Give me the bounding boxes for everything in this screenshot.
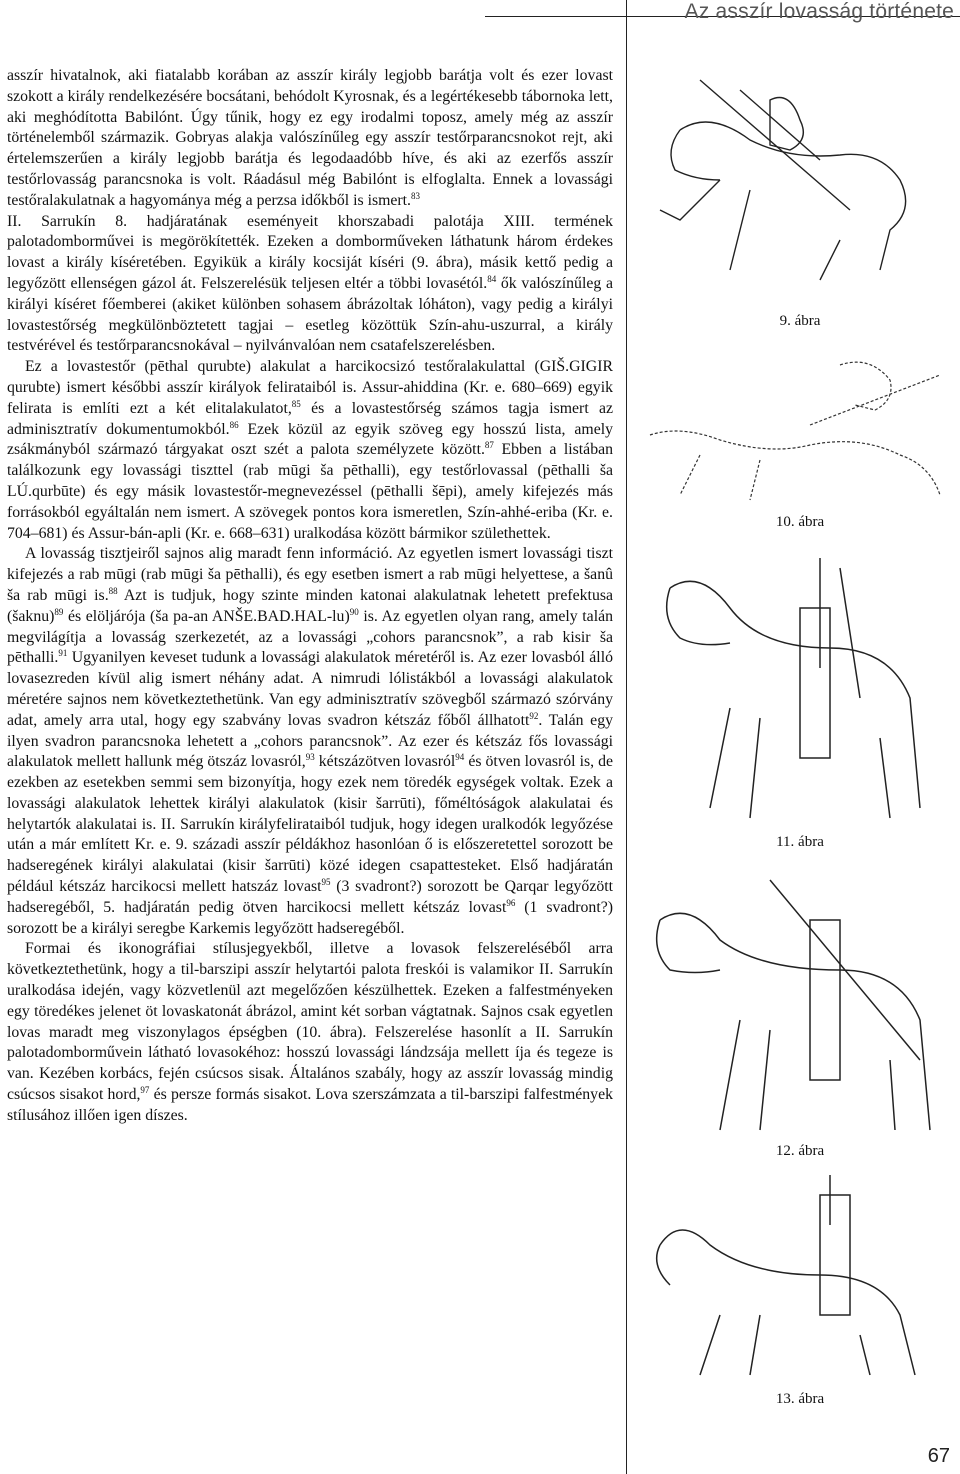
figure-13-caption: 13. ábra	[775, 1391, 825, 1407]
figure-11-caption: 11. ábra	[776, 834, 824, 850]
paragraph: asszír hivatalnok, aki fiatalabb korában az asszír király legjobb barátja volt és ezer lovast szokott a király rendelkezésére bocsátani, behódolt Kyrosnak, és a legértékesebb tábornoka lett, aki meghódította Babilónt. Úgy tűnik, hogy ez egy irodalmi toposz, amely még az asszír történelemből származik. Gobryas alakja valószínűleg egy asszír testőrparancsnokot rejt, aki értelemszerűen a király legjobb barátja és legodaadóbb híve, és aki az ezerfős asszír testőrlovasság parancsnoka is volt. Ráadásul még Babilónt is elfoglalta. Ennek a lovassági testőralakulatnak a hagyománya még a perzsa időkből is ismert.$^{83}$	[7, 67, 613, 209]
figure-12-caption: 12. ábra	[775, 1143, 825, 1159]
running-title: Az asszír lovasság története	[684, 0, 954, 23]
paragraph: Ez a lovastestőr (pēthal qurubte) alakulat a harcikocsizó testőralakulattal (GIŠ.GIGIR qurubte) ismert későbbi asszír királyok felirataiból is. Assur-ahiddina (Kr. e. 680–669) egyik felirata is említi ezt a két elitalakulatot,$^{85}$ és a lovastestőrség számos tagja ismert az adminisztratív dokumentumokból.$^{86}$ Ezek közül az egyik szöveg egy hosszú lista, amely zsákmányból származó tárgyakat oszt szét a palota személyzete között.$^{87}$ Ebben a listában találkozunk egy lovassági tiszttel (rab mūgi ša pēthalli), egy testőrlovassal (pēthalli ša LÚ.qurbūte) és egy másik lovastestőr-megnevezéssel (pēthalli šēpi), amely kifejezés más forrásokból egyáltalán nem ismert. A szövegek pontos kora ismeretlen, Szín-ahhé-eriba (Kr. e. 704–681) és Assur-bán-apli (Kr. e. 668–631) uralkodása között bármikor születhettek.	[7, 358, 614, 542]
figure-11-image	[640, 548, 950, 828]
figure-10-caption: 10. ábra	[775, 514, 825, 530]
figure-12-image	[640, 860, 950, 1140]
paragraph: II. Sarrukín 8. hadjáratának eseményeit khorszabadi palotája XIII. termének palotadomborművei is megörökítették. Ezeken a domborműveken láthatunk három érdekes lovast a király kíséretében. Egyikük a király kocsiját kíséri (9. ábra), másik kettő pedig a legyőzött ellenségen gázol át. Felszerelésük teljesen eltér a többi lovasétól.$^{84}$ ők valószínűleg a királyi kíséret főemberei (akiket különben sohasem ábrázoltak lóháton), vagy pedig a királyi lovastestőrség megkülönböztetett tagjai – esetleg közöttük Szín-ahu-uszurral, a király testvérével és testőrparancsnokával – nyilvánvalóan nem csatafelszerelésben.	[7, 212, 613, 355]
figure-10-image	[640, 345, 950, 510]
paragraph: A lovasság tisztjeiről sajnos alig maradt fenn információ. Az egyetlen ismert lovassági tiszt kifejezés a rab mūgi (rab mūgi ša pēthalli), és egy esetben ismert a rab mūgi helyettese, a šanû ša rab mūgi is.$^{88}$ Azt is tudjuk, hogy szinte minden katonai alakulatnak lehetett prefektusa (šaknu)$^{89}$ és elöljárója (ša pa-an ANŠE.BAD.HAL-lu)$^{90}$ is. Az egyetlen olyan rang, amely talán megvilágítja a lovasság szerkezetét, az a lovassági „cohors parancsnok”, a rab kisir ša pēthalli.$^{91}$ Ugyanilyen keveset tudunk a lovassági alakulatok méretéről is. Az ezer lovasból álló lovasezreden kívül alig ismert néhány adat. A nimrudi lólistákból a lovassági alakulatok méretére sajnos nem következtethetünk. Van egy adminisztratív szövegből származó szórvány adat, amely arra utal, hogy egy szabvány lovas svadron kétszáz főből állhatott$^{92}$. Talán egy ilyen svadron parancsnoka lehetett a „cohors parancsnok”. Az ezer és kétszáz fős lovassági alakulatok mellett hallunk még ötszáz lovasról,$^{93}$ kétszázötven lovasról$^{94}$ és ötven lovasról is, de ezekben az esetekben semmi sem bizonyítja, hogy ezek nem töredék egységek voltak. Ezek a lovassági alakulatok lehettek királyi alakulatok (kisir šarrūti), főméltóságok alakulatai és helytartók alakulatai is. II. Sarrukín királyfelirataiból tudjuk, hogy idegen uralkodók legyőzése után a már említett Kr. e. 9. századi asszír példákhoz hasonlóan ő is előszeretettel sorozott be hadseregének királyi alakulatai (kisir šarrūti) közé idegen csapattesteket. Első hadjáratán például kétszáz harcikocsi mellett hatszáz lovast$^{95}$ (3 svadront?) sorozott be Qarqar legyőzött hadseregéből, 5. hadjáratán pedig ötven harcikocsi mellett kétszáz lovast$^{96}$ (1 svadront?) sorozott be a királyi seregbe Karkemis legyőzött hadseregéből.	[7, 545, 614, 937]
figure-13-image	[640, 1165, 950, 1385]
page-number: 67	[927, 1445, 950, 1467]
figure-9-caption: 9. ábra	[779, 313, 821, 329]
paragraph: Formai és ikonográfiai stílusjegyekből, illetve a lovasok felszereléséből arra következtethetünk, hogy a til-barszipi asszír helytartói palota freskói is valamikor II. Sarrukín uralkodása idején, vagy közvetlenül azt megelőzően készülhettek. Ezeken a falfestményeken egy töredékes jelenet öt lovaskatonát ábrázol, amint két sorban vágtatnak. Sajnos csak egyetlen lovas maradt meg viszonylagos épségben (10. ábra). Felszerelése hasonlít a II. Sarrukín palotadomborművein látható lovasokéhoz: hosszú lovassági lándzsája mellett íja és tegeze is van. Kezében korbács, fején csúcsos sisak. Általános szabály, hogy az asszír lovasság mindig csúcsos sisakot hord,$^{97}$ és persze formás sisakot. Lova szerszámzata a til-barszipi falfestmények stílusához illően igen díszes.	[7, 940, 613, 1124]
figure-9-image	[640, 70, 950, 310]
body-text	[7, 66, 613, 1127]
column-divider	[626, 0, 627, 1474]
